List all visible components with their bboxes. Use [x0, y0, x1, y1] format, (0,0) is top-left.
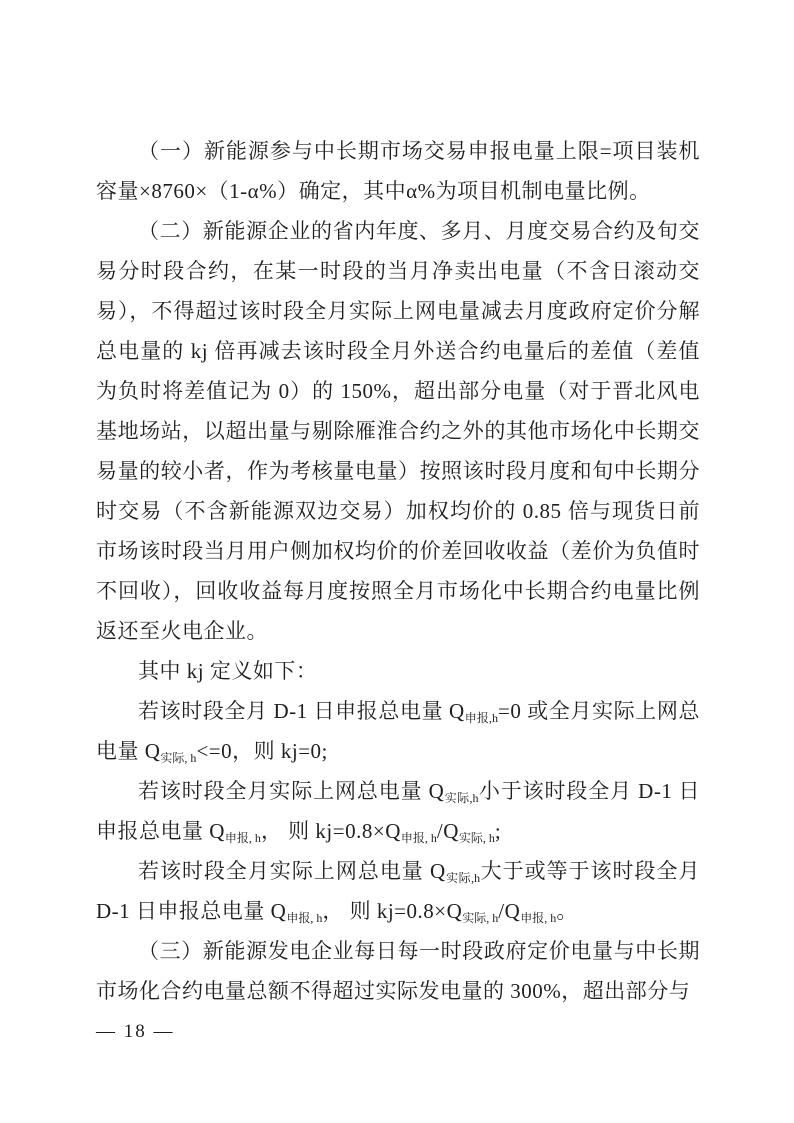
subscript-text: 实际, h — [160, 751, 197, 765]
paragraph — [96, 691, 700, 771]
text-run: 其中 kj 定义如下： — [138, 659, 318, 683]
text-run: 若该时段全月实际上网总电量 Q — [138, 859, 446, 883]
text-run: /Q — [498, 899, 521, 923]
text-run: 小于该时段全月 D-1 日申报总电量 Q — [96, 779, 700, 843]
text-run: /Q — [436, 819, 459, 843]
document-body — [96, 131, 700, 1011]
subscript-text: 实际,h — [444, 791, 479, 805]
subscript-text: 实际, h — [458, 831, 495, 845]
text-run: ; — [494, 819, 502, 843]
subscript-text: 申报, h — [286, 911, 323, 925]
text-run: （三）新能源发电企业每日每一时段政府定价电量与中长期市场化合约电量总额不得超过实际发电量的 300%，超出部分与 — [96, 939, 700, 1003]
text-run: =0 或全月实际上网总电量 Q — [96, 699, 700, 763]
subscript-text: 申报,h — [464, 711, 499, 725]
subscript-text: 申报, h — [400, 831, 437, 845]
text-run: 若该时段全月 D-1 日申报总电量 Q — [138, 699, 465, 723]
paragraph — [96, 771, 700, 851]
paragraph — [96, 651, 700, 691]
text-run: 若该时段全月实际上网总电量 Q — [138, 779, 445, 803]
subscript-text: 申报, h — [520, 911, 557, 925]
paragraph — [96, 931, 700, 1011]
subscript-text: 实际, h — [462, 911, 499, 925]
text-run: <=0，则 kj=0; — [196, 739, 328, 763]
text-run: 大于或等于该时段全月 D-1 日申报总电量 Q — [96, 859, 700, 923]
subscript-text: 实际,h — [445, 871, 481, 885]
text-run: ， 则 kj=0.8×Q — [260, 819, 401, 843]
paragraph — [96, 211, 700, 651]
text-run: （一）新能源参与中长期市场交易申报电量上限=项目装机容量×8760×（1-α%）确定，其中α%为项目机制电量比例。 — [96, 139, 700, 203]
page-number: — 18 — — [96, 1021, 175, 1042]
text-run: 。 — [556, 899, 578, 923]
paragraph — [96, 131, 700, 211]
text-run: （二）新能源企业的省内年度、多月、月度交易合约及旬交易分时段合约，在某一时段的当月净卖出电量（不含日滚动交易），不得超过该时段全月实际上网电量减去月度政府定价分解总电量的 kj 倍再减去该时段全月外送合约电量后的差值（差值为负时将差值记为 0）的 150%，超出部分电量（对于晋北风电基地场站，以超出量与剔除雁淮合约之外的其他市场化中长期交易量的较小者，作为考核量电量）按照该时段月度和旬中长期分时交易（不含新能源双边交易）加权均价的 0.85 倍与现货日前市场该时段当月用户侧加权均价的价差回收收益（差价为负值时不回收），回收收益每月度按照全月市场化中长期合约电量比例返还至火电企业。 — [96, 219, 700, 643]
paragraph — [96, 851, 700, 931]
subscript-text: 申报, h — [224, 831, 261, 845]
text-run: ， 则 kj=0.8×Q — [322, 899, 463, 923]
